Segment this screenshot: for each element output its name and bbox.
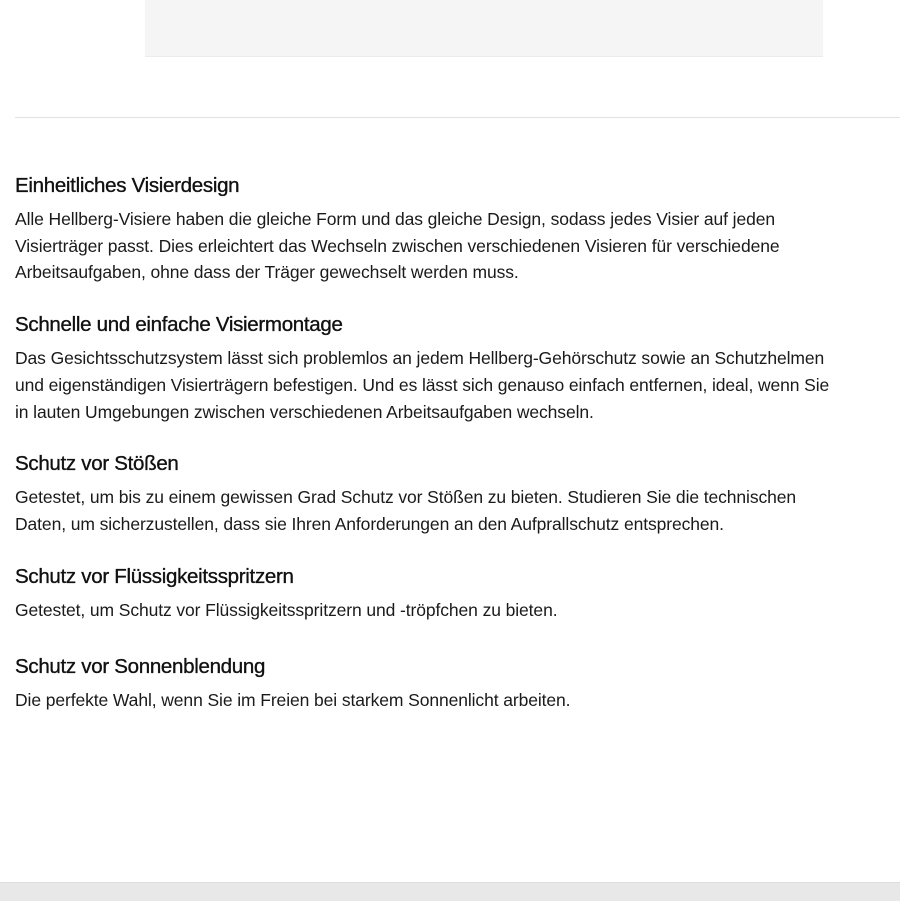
feature-title: Schutz vor Sonnenblendung [15, 655, 266, 679]
feature-description: Getestet, um bis zu einem gewissen Grad Schutz vor Stößen zu bieten. Studieren Sie die technischen Daten, um sicherzustellen, dass sie Ihren Anforderungen an den Aufprallschutz entsprechen. [15, 487, 797, 534]
feature-description: Alle Hellberg-Visiere haben die gleiche Form und das gleiche Design, sodass jedes Visier auf jeden Visierträger passt. Dies erleichtert das Wechseln zwischen verschiedenen Visieren für verschiedene Arbeitsaufgaben, ohne dass der Träger gewechselt werden muss. [15, 209, 780, 283]
media-placeholder [145, 0, 823, 57]
feature-description: Das Gesichtsschutzsystem lässt sich problemlos an jedem Hellberg-Gehörschutz sowie an Schutzhelmen und eigenständigen Visierträgern befestigen. Und es lässt sich genauso einfach entfernen, ideal, wenn Sie in lauten Umgebungen zwischen verschiedenen Arbeitsaufgaben wechseln. [15, 348, 830, 422]
feature-description: Getestet, um Schutz vor Flüssigkeitsspritzern und -tröpfchen zu bieten. [15, 599, 558, 620]
feature-title: Einheitliches Visierdesign [15, 174, 240, 197]
section-divider [15, 117, 900, 118]
feature-uniform-visor-design [15, 170, 895, 286]
feature-glare-protection [15, 651, 895, 714]
feature-description: Die perfekte Wahl, wenn Sie im Freien bei starkem Sonnenlicht arbeiten. [15, 690, 571, 711]
feature-title: Schutz vor Flüssigkeitsspritzern [15, 564, 294, 588]
feature-splash-protection [15, 561, 895, 624]
footer-band [0, 882, 900, 901]
feature-title: Schnelle und einfache Visiermontage [15, 313, 343, 337]
feature-title: Schutz vor Stößen [15, 452, 179, 476]
feature-quick-visor-mounting [15, 309, 895, 425]
feature-impact-protection [15, 448, 895, 537]
feature-list [15, 170, 895, 714]
